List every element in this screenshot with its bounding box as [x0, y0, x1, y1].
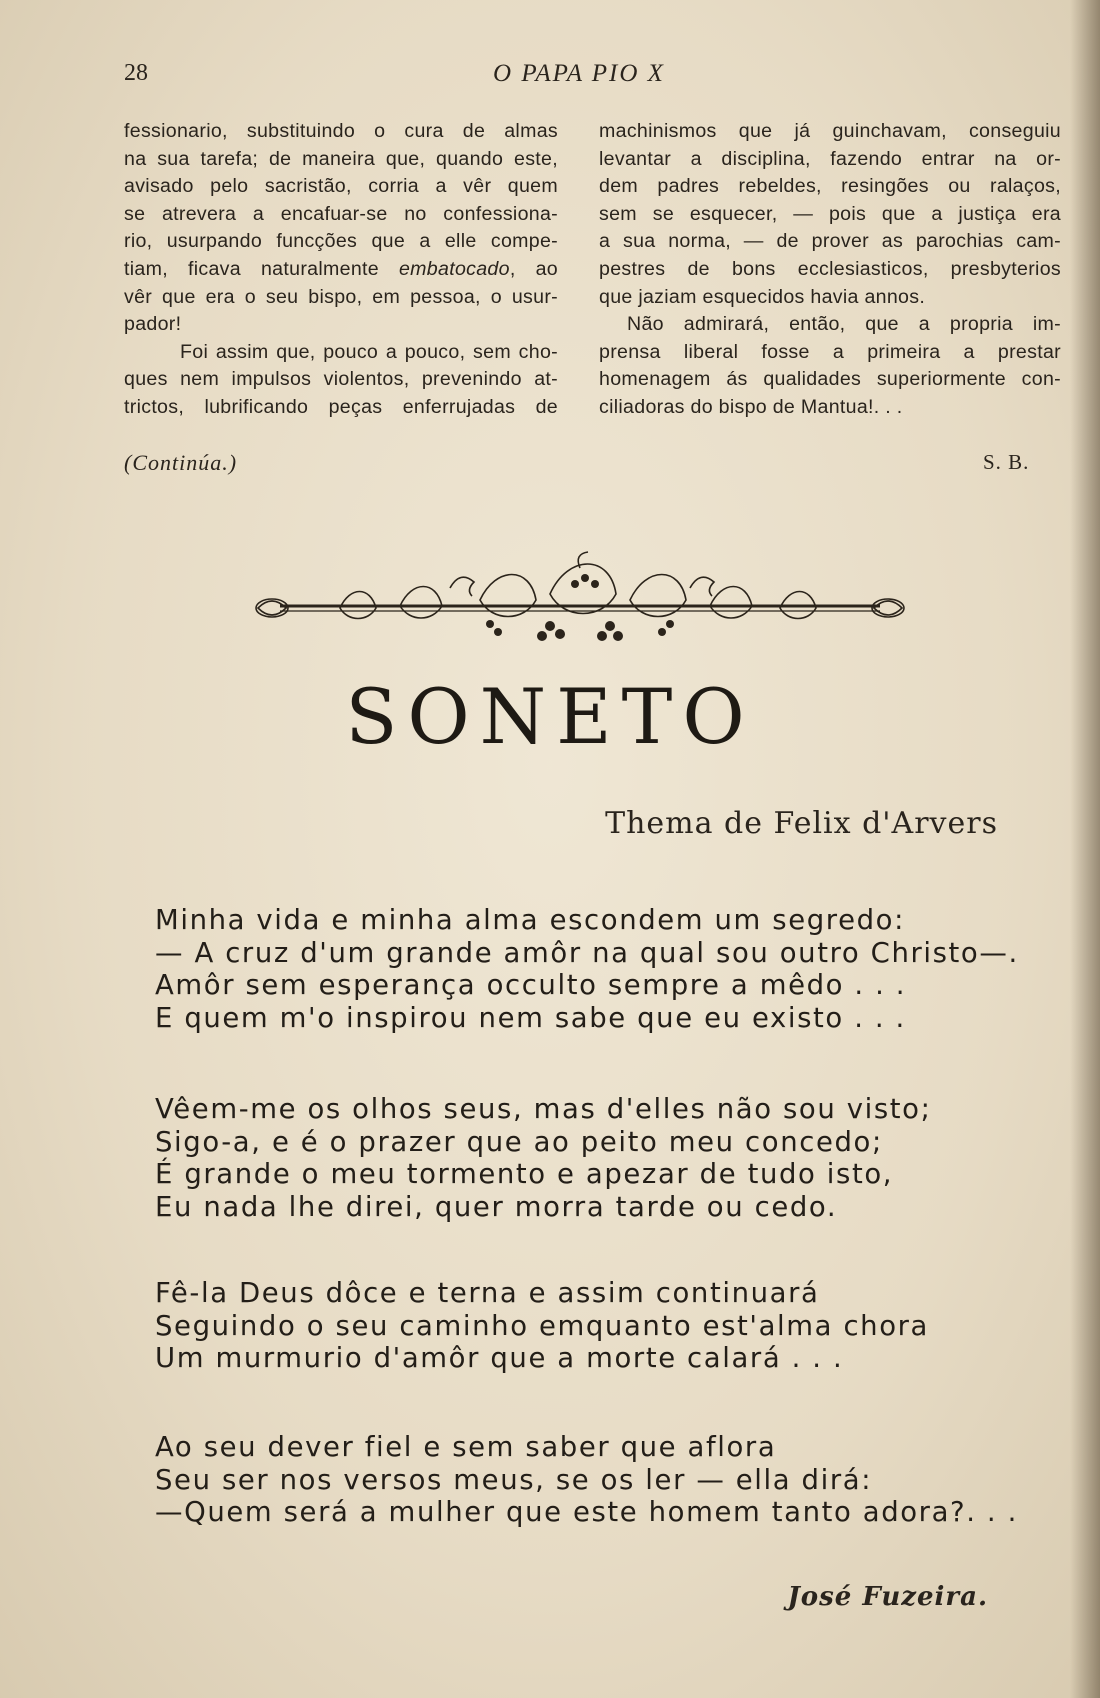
- text-line-italic: tiam, ficava naturalmente embatocado, ao: [124, 257, 558, 280]
- page-number: 28: [124, 60, 148, 86]
- text-line: levantar a disciplina, fazendo entrar na or-: [599, 147, 1061, 170]
- page-header: [124, 60, 1034, 96]
- stanza-3: [155, 1277, 1055, 1375]
- text-line: que jaziam esquecidos havia annos.: [599, 285, 926, 308]
- text-line: sem se esquecer, — pois que a justiça era: [599, 202, 1061, 225]
- verse-line: E quem m'o inspirou nem sabe que eu existo . . .: [155, 1001, 906, 1034]
- verse-line: Amôr sem esperança occulto sempre a mêdo . . .: [155, 969, 907, 1001]
- italic-word: embatocado: [398, 257, 510, 280]
- text-line: fessionario, substituindo o cura de almas: [124, 120, 558, 142]
- verse-line: Seu ser nos versos meus, se os ler — ella dirá:: [155, 1463, 873, 1496]
- text-line: Foi assim que, pouco a pouco, sem cho-: [180, 340, 558, 363]
- text-line: avisado pelo sacristão, corria a vêr quem: [124, 175, 558, 198]
- stanza-1: [155, 904, 1055, 1034]
- text-line: rio, usurpando funcções que a elle compe-: [124, 230, 558, 253]
- stanza-4: [155, 1431, 1055, 1529]
- text-line: pador!: [124, 313, 182, 336]
- verse-line: É grande o meu tormento e apezar de tudo isto,: [155, 1158, 894, 1190]
- running-title: O PAPA PIO X: [493, 60, 665, 87]
- verse-line: Vêem-me os olhos seus, mas d'elles não sou visto;: [155, 1093, 932, 1125]
- stanza-2: [155, 1093, 1055, 1223]
- author-initials: S. B.: [983, 450, 1030, 474]
- right-column: [599, 118, 1061, 422]
- vine-garland-ornament-icon: [250, 548, 910, 648]
- text-line: dem padres rebeldes, resingões ou ralaços,: [599, 175, 1061, 198]
- verse-line: Fê-la Deus dôce e terna e assim continuará: [155, 1277, 820, 1309]
- verse-line: Um murmurio d'amôr que a morte calará . . .: [155, 1342, 844, 1374]
- text-line: ques nem impulsos violentos, prevenindo at-: [124, 368, 558, 391]
- verse-line: Sigo-a, e é o prazer que ao peito meu concedo;: [155, 1125, 883, 1158]
- verse-line: — A cruz d'um grande amôr na qual sou outro Christo—.: [155, 936, 1019, 969]
- left-column: [124, 118, 558, 422]
- verse-line: —Quem será a mulher que este homem tanto adora?. . .: [155, 1496, 1018, 1528]
- continuation-note: (Continúa.): [124, 450, 238, 475]
- verse-line: Seguindo o seu caminho emquanto est'alma chora: [155, 1309, 929, 1342]
- text-line: a sua norma, — de prover as parochias cam-: [599, 230, 1061, 253]
- text-line: vêr que era o seu bispo, em pessoa, o usur-: [124, 285, 558, 308]
- text-line: homenagem ás qualidades superiormente con-: [599, 368, 1061, 391]
- sonnet-theme: Thema de Felix d'Arvers: [605, 806, 998, 841]
- text-line: pestres de bons ecclesiasticos, presbyterios: [599, 257, 1061, 280]
- sonnet-author: José Fuzeira.: [787, 1582, 988, 1612]
- text-line: prensa liberal fosse a primeira a prestar: [599, 340, 1061, 363]
- text-line: na sua tarefa; de maneira que, quando este,: [124, 147, 558, 170]
- page-edge-shadow: [1070, 0, 1100, 1698]
- text-line: trictos, lubrificando peças enferrujadas de: [124, 395, 558, 418]
- verse-line: Minha vida e minha alma escondem um segredo:: [155, 904, 905, 936]
- text-line: machinismos que já guinchavam, conseguiu: [599, 120, 1061, 142]
- sonnet-title: SONETO: [345, 672, 755, 761]
- text-line: se atrevera a encafuar-se no confessiona-: [124, 202, 558, 225]
- verse-line: Ao seu dever fiel e sem saber que aflora: [155, 1431, 777, 1463]
- verse-line: Eu nada lhe direi, quer morra tarde ou cedo.: [155, 1190, 838, 1223]
- text-line: Não admirará, então, que a propria im-: [627, 313, 1061, 336]
- text-line: ciliadoras do bispo de Mantua!. . .: [599, 395, 903, 418]
